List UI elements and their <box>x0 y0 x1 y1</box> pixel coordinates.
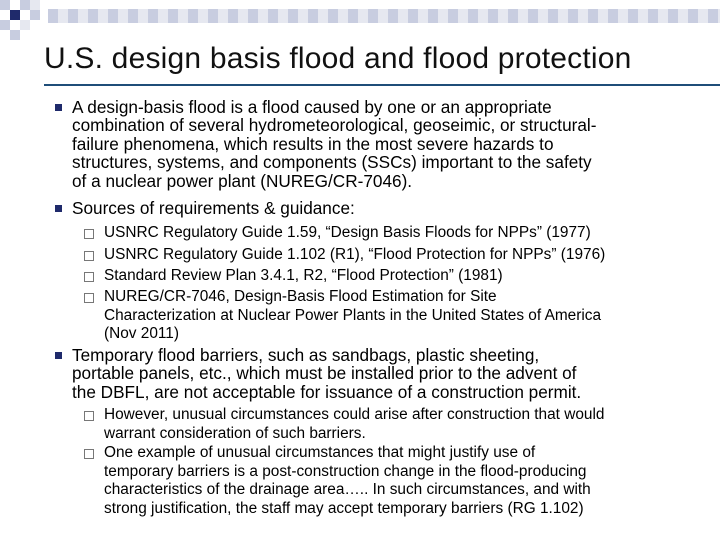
sub-bullet-text: USNRC Regulatory Guide 1.59, “Design Basis Floods for NPPs” (1977) <box>104 224 591 241</box>
title-underline <box>44 84 720 86</box>
hollow-square-bullet-icon <box>84 293 94 303</box>
sub-bullet-item <box>104 444 704 518</box>
sub-bullet-text: Standard Review Plan 3.4.1, R2, “Flood Protection” (1981) <box>104 267 503 284</box>
sub-bullet-item <box>104 267 704 286</box>
sub-bullet-text: USNRC Regulatory Guide 1.102 (R1), “Flood Protection for NPPs” (1976) <box>104 246 606 263</box>
square-bullet-icon <box>55 352 62 359</box>
bullet-text: Sources of requirements & guidance: <box>72 198 355 218</box>
bullet-item <box>72 98 712 190</box>
hollow-square-bullet-icon <box>84 449 94 459</box>
sub-bullet-item <box>104 288 704 344</box>
sub-bullet-text: One example of unusual circumstances that might justify use of temporary barriers is a post-construction change in the flood-producing characteristics of the drainage area….. In such circumstances, and with strong justification, the staff may accept temporary barriers (RG 1.102) <box>104 444 591 517</box>
sub-bullet-text: NUREG/CR-7046, Design-Basis Flood Estimation for Site Characterization at Nuclear Power Plants in the United States of America (Nov 2011) <box>104 288 602 343</box>
hollow-square-bullet-icon <box>84 272 94 282</box>
hollow-square-bullet-icon <box>84 229 94 239</box>
sub-bullet-item <box>104 246 704 265</box>
top-decorative-bar <box>48 9 720 23</box>
hollow-square-bullet-icon <box>84 251 94 261</box>
slide-title: U.S. design basis flood and flood protection <box>44 42 632 75</box>
square-bullet-icon <box>55 104 62 111</box>
hollow-square-bullet-icon <box>84 411 94 421</box>
square-bullet-icon <box>55 205 62 212</box>
sub-bullet-item <box>104 406 704 443</box>
bullet-item <box>72 199 712 217</box>
bullet-item <box>72 346 712 401</box>
sub-bullet-text: However, unusual circumstances could arise after construction that would warrant consideration of such barriers. <box>104 406 605 442</box>
bullet-text: Temporary flood barriers, such as sandbags, plastic sheeting, portable panels, etc., which must be installed prior to the advent of the DBFL, are not acceptable for issuance of a construction permit. <box>72 345 582 402</box>
bullet-text: A design-basis flood is a flood caused by one or an appropriate combination of several hydrometeorological, geoseimic, or structural- failure phenomena, which results in the most severe hazards to structures, systems, and components (SSCs) important to the safety of a nuclear power plant (NUREG/CR-7046). <box>72 97 597 191</box>
sub-bullet-item <box>104 224 704 243</box>
